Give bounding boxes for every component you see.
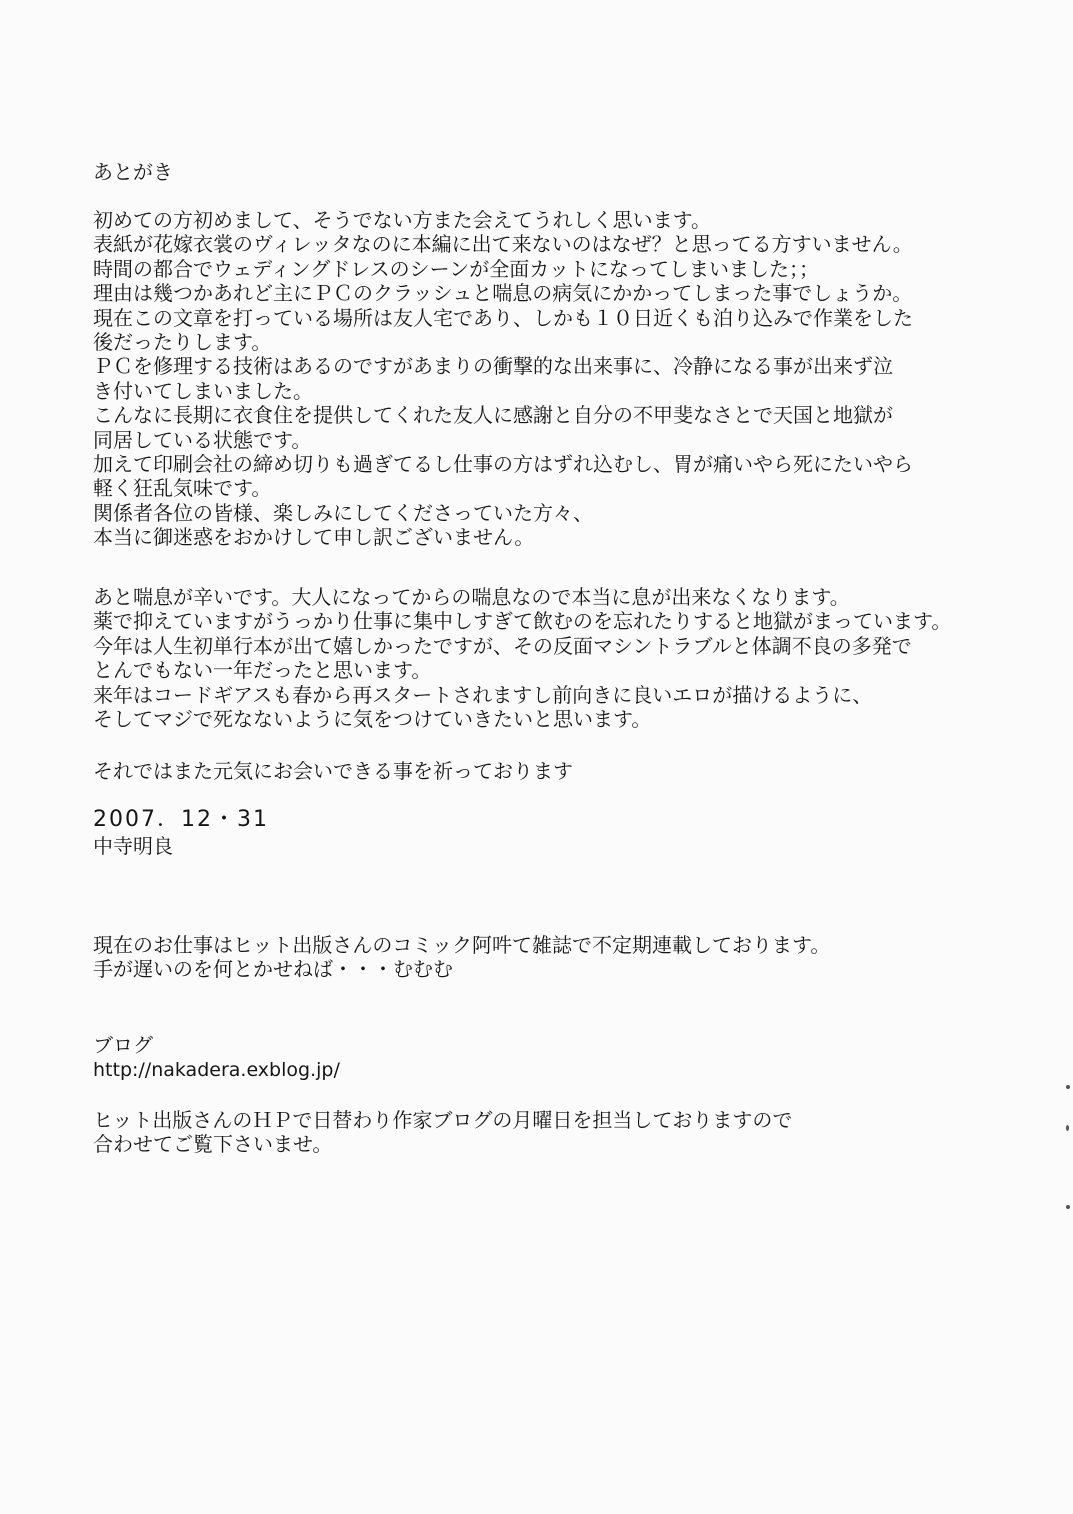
text-line: ＰＣを修理する技術はあるのですがあまりの衝撃的な出来事に、冷静になる事が出来ず泣 <box>93 354 893 379</box>
text-line: 理由は幾つかあれど主にＰＣのクラッシュと喘息の病気にかかってしまった事でしょうか。 <box>93 281 913 306</box>
work-info <box>93 933 830 982</box>
blog-label: ブログ <box>93 1033 153 1057</box>
text-line: あと喘息が辛いです。大人になってからの喘息なので本当に息が出来なくなります。 <box>93 585 850 609</box>
text-line: 後だったりします。 <box>93 329 272 354</box>
scan-speck <box>1066 1205 1070 1209</box>
scan-speck <box>1066 1085 1070 1089</box>
blog-info <box>93 1108 792 1157</box>
text-line: 合わせてご覧下さいませ。 <box>93 1132 333 1157</box>
text-line: ヒット出版さんのＨＰで日替わり作家ブログの月曜日を担当しておりますので <box>93 1108 793 1132</box>
text-line: こんなに長期に衣食住を提供してくれた友人に感謝と自分の不甲斐なさとで天国と地獄が <box>93 403 893 428</box>
author-name: 中寺明良 <box>93 834 173 858</box>
text-line: 現在この文章を打っている場所は友人宅であり、しかも１０日近くも泊り込みで作業をした <box>93 305 913 330</box>
text-line: 初めての方初めまして、そうでない方また会えてうれしく思います。 <box>93 208 711 232</box>
text-line: 薬で抑えていますがうっかり仕事に集中しすぎて飲むのを忘れたりすると地獄がまっています。 <box>93 609 952 634</box>
text-line: 表紙が花嫁衣裳のヴィレッタなのに本編に出て来ないのはなぜ？と思ってる方すいません。 <box>93 232 913 257</box>
text-line: 軽く狂乱気味です。 <box>93 476 272 501</box>
scan-speck <box>1066 1125 1069 1131</box>
text-line: 今年は人生初単行本が出て嬉しかったですが、その反面マシントラブルと体調不良の多発で <box>93 633 912 658</box>
text-line: 手が遅いのを何とかせねば・・・むむむ <box>93 957 453 982</box>
text-line: とんでもない一年だったと思います。 <box>93 658 432 683</box>
date: 2007．12・31 <box>93 807 269 832</box>
paragraph-2 <box>93 585 951 731</box>
text-line: 現在のお仕事はヒット出版さんのコミック阿吽て雑誌で不定期連載しております。 <box>93 933 831 957</box>
text-line: 加えて印刷会社の締め切りも過ぎてるし仕事の方はずれ込むし、胃が痛いやら死にたいやら <box>93 451 913 476</box>
text-line: 時間の都合でウェディングドレスのシーンが全面カットになってしまいました；； <box>93 256 819 281</box>
blog-url-link[interactable]: http://nakadera.exblog.jp/ <box>93 1059 340 1081</box>
text-line: そしてマジで死なないように気をつけていきたいと思います。 <box>93 706 652 731</box>
text-line: 関係者各位の皆様、楽しみにしてくださっていた方々、 <box>93 500 593 525</box>
text-line: 来年はコードギアスも春から再スタートされますし前向きに良いエロが描けるように、 <box>93 682 873 707</box>
text-line: 本当に御迷惑をおかけして申し訳ございません。 <box>93 525 535 550</box>
text-line: き付いてしまいました。 <box>93 378 313 403</box>
paragraph-1 <box>93 208 913 549</box>
text-line: 同居している状態です。 <box>93 427 312 452</box>
closing-line: それではまた元気にお会いできる事を祈っております <box>93 759 573 783</box>
afterword-title: あとがき <box>93 160 173 184</box>
